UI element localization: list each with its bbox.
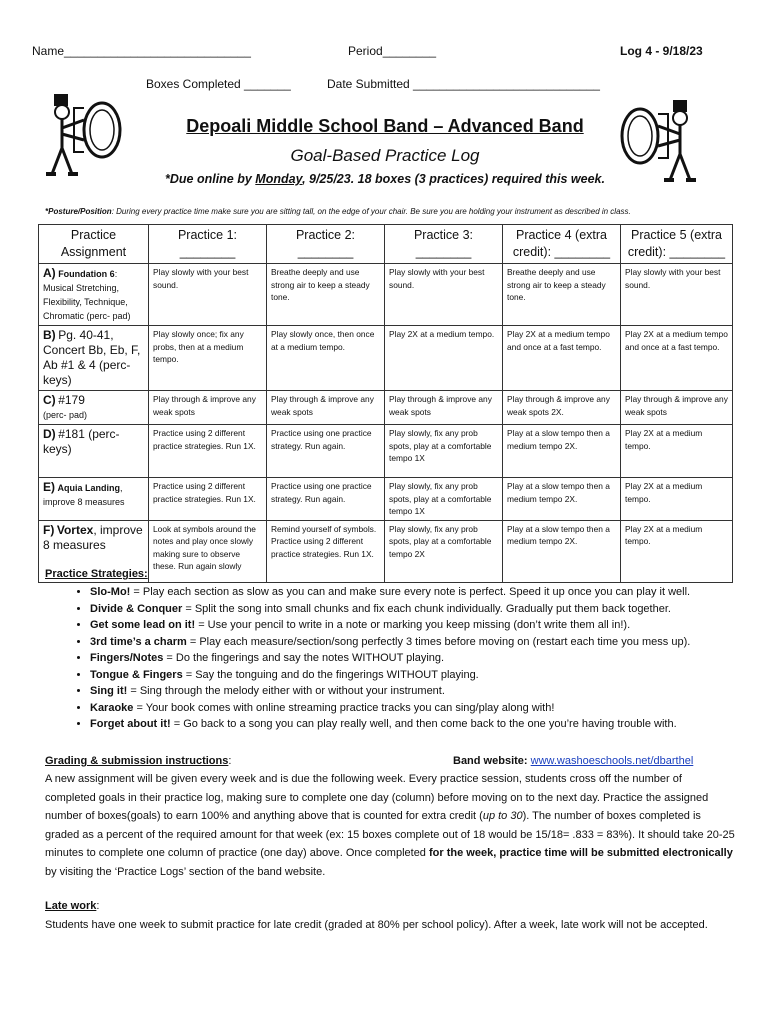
header-practice-1: Practice 1: ________	[149, 225, 267, 264]
goal-cell[interactable]: Breathe deeply and use strong air to keep a steady tone.	[267, 264, 385, 326]
goal-cell[interactable]: Play slowly with your best sound.	[385, 264, 503, 326]
header-practice-5: Practice 5 (extra credit): ________	[621, 225, 733, 264]
strategies-list	[45, 584, 745, 733]
row-name: Vortex	[56, 522, 94, 537]
goal-cell[interactable]: Play slowly once, then once at a medium tempo.	[267, 326, 385, 391]
row-code: C)	[43, 393, 56, 407]
posture-label: *Posture/Position	[45, 207, 112, 216]
list-item: • Fingers/Notes = Do the fingerings and say the notes WITHOUT playing.	[90, 650, 745, 667]
list-item: • Get some lead on it! = Use your pencil to write in a note or marking you keep missing (don’t write them all in!).	[90, 617, 745, 634]
header-practice-3: Practice 3: ________	[385, 225, 503, 264]
strategies-heading: Practice Strategies:	[45, 568, 148, 580]
goal-cell[interactable]: Play through & improve any weak spots 2X.	[503, 391, 621, 425]
goal-cell[interactable]: Look at symbols around the notes and play once slowly making sure to observe these. Run again slowly	[149, 520, 267, 582]
goal-cell[interactable]: Play at a slow tempo then a medium tempo 2X.	[503, 478, 621, 521]
row-detail: , improve 8 measures	[43, 522, 143, 552]
goal-cell[interactable]: Play at a slow tempo then a medium tempo 2X.	[503, 520, 621, 582]
list-item: • Karaoke = Your book comes with online streaming practice tracks you can sing/play along with!	[90, 700, 745, 717]
table-row	[39, 478, 733, 521]
late-work-heading: Late work	[45, 900, 97, 912]
drummer-illustration-right	[608, 92, 706, 184]
boxes-completed-label: Boxes Completed _______	[146, 77, 291, 91]
row-name: #179	[58, 393, 85, 407]
row-detail: (perc- pad)	[43, 410, 88, 420]
name-field-label: Name____________________________	[32, 44, 251, 58]
assignment-cell	[39, 391, 149, 425]
posture-note	[45, 207, 631, 216]
goal-cell[interactable]: Play 2X at a medium tempo.	[621, 520, 733, 582]
assignment-cell	[39, 326, 149, 391]
goal-cell[interactable]: Play through & improve any weak spots	[149, 391, 267, 425]
row-detail: : Musical Stretching, Flexibility, Technique, Chromatic (perc- pad)	[43, 269, 131, 321]
goal-cell[interactable]: Practice using 2 different practice strategies. Run 1X.	[149, 425, 267, 478]
goal-cell[interactable]: Practice using one practice strategy. Run again.	[267, 425, 385, 478]
header-practice-2: Practice 2: ________	[267, 225, 385, 264]
goal-cell[interactable]: Play slowly, fix any prob spots, play at a comfortable tempo 1X	[385, 478, 503, 521]
row-code: E)	[43, 480, 55, 494]
row-detail: Concert Bb, Eb, F, Ab #1 & 4 (perc- keys)	[43, 343, 141, 387]
late-work-section: Late work: Students have one week to submit practice for late credit (graded at 80% per school policy). After a week, late work will not be accepted.	[45, 897, 735, 934]
row-name: #181 (perc-keys)	[43, 427, 120, 456]
assignment-cell	[39, 425, 149, 478]
row-detail: , improve 8 measures	[43, 483, 125, 507]
goal-cell[interactable]: Play slowly with your best sound.	[621, 264, 733, 326]
row-name: Foundation 6	[58, 269, 115, 279]
goal-cell[interactable]: Play 2X at a medium tempo and once at a fast tempo.	[621, 326, 733, 391]
table-row	[39, 326, 733, 391]
row-name: Aquia Landing	[57, 483, 121, 493]
band-website-label: Band website:	[453, 755, 528, 767]
list-item: • Divide & Conquer = Split the song into small chunks and fix each chunk individually. Gradually put them back together.	[90, 601, 745, 618]
posture-text: : During every practice time make sure you are sitting tall, on the edge of your chair. Be sure you are holding your instrument as described in class.	[111, 207, 631, 216]
page-title: Depoali Middle School Band – Advanced Band	[186, 116, 584, 136]
list-item: • Forget about it! = Go back to a song you can play really well, and then come back to the one you’re having trouble with.	[90, 716, 745, 733]
table-row	[39, 425, 733, 478]
grading-heading: Grading & submission instructions	[45, 755, 229, 767]
list-item: • 3rd time’s a charm = Play each measure/section/song perfectly 3 times before moving on (restart each time you mess up).	[90, 634, 745, 651]
grading-section: Grading & submission instructions: Band website: www.washoeschools.net/dbarthel A new assignment will be given every week and is due the following week. Every practice session, students cross off the number of completed goals in their practice log, making sure to complete one day (column) before moving on to the next day. Practice the assigned number of boxes(goals) to earn 100% and anything above that is counted for extra credit (up to 30). The number of boxes completed is graded as a percent of the required amount for that week (ex: 15 boxes complete out of 18 would be 15/18= .833 = 83%). It should take 20-25 minutes to complete one column of practice (one day) above. Once completed for the week, practice time will be submitted electronically by visiting the ‘Practice Logs’ section of the band website.	[45, 752, 735, 881]
goal-cell[interactable]: Play slowly, fix any prob spots, play at a comfortable tempo 1X	[385, 425, 503, 478]
due-day: Monday	[255, 172, 303, 186]
date-submitted-label: Date Submitted ____________________________	[327, 77, 600, 91]
row-code: B)	[43, 328, 56, 342]
due-date-notice	[0, 172, 770, 186]
period-field-label: Period________	[348, 44, 437, 58]
assignment-cell	[39, 264, 149, 326]
page-subtitle: Goal-Based Practice Log	[290, 146, 480, 165]
list-item: • Slo-Mo! = Play each section as slow as you can and make sure every note is perfect. Speed it up once you can play it well.	[90, 584, 745, 601]
goal-cell[interactable]: Play through & improve any weak spots	[385, 391, 503, 425]
goal-cell[interactable]: Play through & improve any weak spots	[621, 391, 733, 425]
practice-log-table	[38, 224, 733, 583]
log-number: Log 4 - 9/18/23	[620, 44, 703, 58]
table-header-row	[39, 225, 733, 264]
due-suffix: , 9/25/23. 18 boxes (3 practices) required this week.	[302, 172, 605, 186]
goal-cell[interactable]: Play 2X at a medium tempo and once at a fast tempo.	[503, 326, 621, 391]
grading-paragraph: A new assignment will be given every week and is due the following week. Every practice session, students cross off the number of completed goals in their practice log, making sure to complete one day (column) before moving on to the next day. Practice the assigned number of boxes(goals) to earn 100% and anything above that is counted for extra credit (up to 30). The number of boxes completed is graded as a percent of the required amount for that week (ex: 15 boxes complete out of 18 would be 15/18= .833 = 83%). It should take 20-25 minutes to complete one column of practice (one day) above. Once completed for the week, practice time will be submitted electronically by visiting the ‘Practice Logs’ section of the band website.	[45, 773, 735, 878]
goal-cell[interactable]: Play 2X at a medium tempo.	[621, 478, 733, 521]
goal-cell[interactable]: Play slowly, fix any prob spots, play at a comfortable tempo 2X	[385, 520, 503, 582]
row-name: Pg. 40-41,	[58, 328, 114, 342]
goal-cell[interactable]: Play 2X at a medium tempo.	[621, 425, 733, 478]
goal-cell[interactable]: Play at a slow tempo then a medium tempo 2X.	[503, 425, 621, 478]
goal-cell[interactable]: Play through & improve any weak spots	[267, 391, 385, 425]
row-code: F)	[43, 522, 55, 537]
row-code: A)	[43, 266, 56, 280]
goal-cell[interactable]: Breathe deeply and use strong air to keep a steady tone.	[503, 264, 621, 326]
row-code: D)	[43, 427, 56, 441]
header-practice-assignment: Practice Assignment	[39, 225, 149, 264]
header-practice-4: Practice 4 (extra credit): ________	[503, 225, 621, 264]
table-row	[39, 264, 733, 326]
late-work-text: Students have one week to submit practice for late credit (graded at 80% per school policy). After a week, late work will not be accepted.	[45, 918, 708, 931]
goal-cell[interactable]: Play slowly once; fix any probs, then at a medium tempo.	[149, 326, 267, 391]
assignment-cell	[39, 478, 149, 521]
practice-strategies	[45, 568, 745, 733]
goal-cell[interactable]: Practice using one practice strategy. Run again.	[267, 478, 385, 521]
list-item: • Tongue & Fingers = Say the tonguing and do the fingerings WITHOUT playing.	[90, 667, 745, 684]
goal-cell[interactable]: Play 2X at a medium tempo.	[385, 326, 503, 391]
goal-cell[interactable]: Practice using 2 different practice strategies. Run 1X.	[149, 478, 267, 521]
goal-cell[interactable]: Play slowly with your best sound.	[149, 264, 267, 326]
table-row	[39, 391, 733, 425]
goal-cell[interactable]: Remind yourself of symbols. Practice using 2 different practice strategies. Run 1X.	[267, 520, 385, 582]
band-website-link[interactable]: www.washoeschools.net/dbarthel	[530, 755, 694, 767]
list-item: • Sing it! = Sing through the melody either with or without your instrument.	[90, 683, 745, 700]
due-prefix: *Due online by	[165, 172, 256, 186]
